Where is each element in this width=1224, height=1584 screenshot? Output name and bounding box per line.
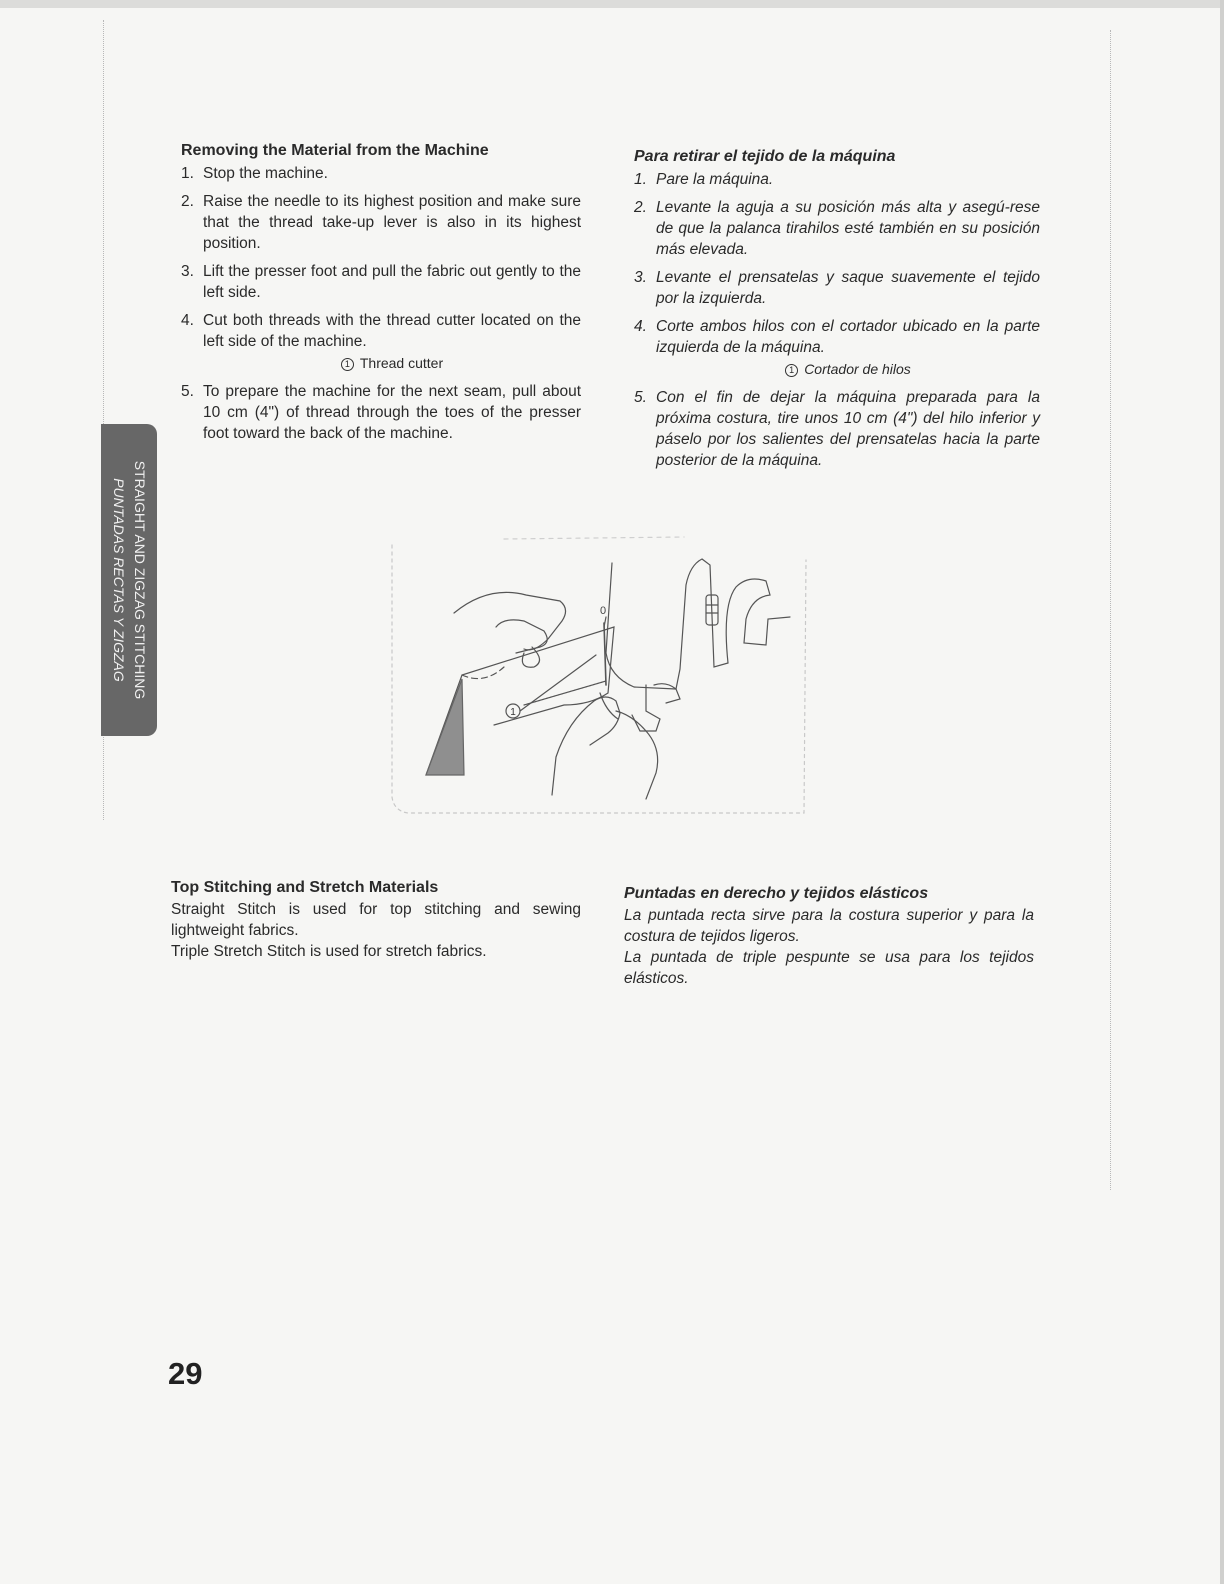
removing-material-es [634,146,1040,478]
section-heading-es: Para retirar el tejido de la máquina [634,148,896,165]
step-5-es: 5. Con el fin de dejar la máquina preparada para la próxima costura, tire unos 10 cm (4") del hilo inferior y páselo por los salientes del prensatelas hacia la parte posterior de la máquina. [634,389,1040,469]
step-4-en: 4. Cut both threads with the thread cutter located on the left side of the machine. 1 Thread cutter [181,310,581,374]
top-stitching-para2-en: Triple Stretch Stitch is used for stretch fabrics. [171,943,487,960]
steps-list-es [634,169,1040,471]
thread-cutter-illustration [384,535,810,817]
thread-cutter-note-es: 1 Cortador de hilos [656,359,1040,380]
step-3-es: 3. Levante el prensatelas y saque suavemente el tejido por la izquierda. [634,269,1040,307]
page-right-edge [1220,0,1224,1584]
top-stitching-heading-es: Puntadas en derecho y tejidos elásticos [624,885,929,902]
section-heading-en: Removing the Material from the Machine [181,142,489,159]
margin-dotted-line [1110,30,1111,1190]
top-stitching-para1-en: Straight Stitch is used for top stitching and sewing lightweight fabrics. [171,901,581,939]
chapter-side-tab [101,424,157,736]
top-stitching-es [624,883,1034,989]
steps-list-en [181,163,581,444]
step-3-en: 3. Lift the presser foot and pull the fabric out gently to the left side. [181,263,581,301]
step-1-es: 1. Pare la máquina. [634,171,774,188]
step-2-en: 2. Raise the needle to its highest position and make sure that the thread take-up lever is also in its highest position. [181,193,581,252]
step-5-en: 5. To prepare the machine for the next seam, pull about 10 cm (4") of thread through the toes of the presser foot toward the back of the machine. [181,383,581,442]
removing-material-en [181,140,581,451]
thread-cutter-note-en: 1 Thread cutter [203,353,581,374]
top-stitching-heading-en: Top Stitching and Stretch Materials [171,879,439,896]
side-tab-label-en: STRAIGHT AND ZIGZAG STITCHING [132,460,148,700]
step-2-es: 2. Levante la aguja a su posición más alta y asegú-rese de que la palanca tirahilos esté también en su posición más elevada. [634,199,1040,258]
figure-needle-mark: 0 [599,605,607,617]
page-top-edge [0,0,1224,8]
callout-number-icon: 1 [341,358,354,371]
step-4-es: 4. Corte ambos hilos con el cortador ubicado en la parte izquierda de la máquina. 1 Cortador de hilos [634,316,1040,380]
top-stitching-en [171,877,581,962]
figure-callout-label: 1 [510,707,516,718]
top-stitching-para2-es: La puntada de triple pespunte se usa para los tejidos elásticos. [624,949,1034,987]
sewing-machine-hands-icon [384,535,810,817]
side-tab-label-es: PUNTADAS RECTAS Y ZIGZAG [111,478,127,682]
page-number: 29 [168,1356,203,1391]
top-stitching-para1-es: La puntada recta sirve para la costura superior y para la costura de tejidos ligeros. [624,907,1034,945]
callout-number-icon: 1 [785,364,798,377]
step-1-en: 1. Stop the machine. [181,165,328,182]
